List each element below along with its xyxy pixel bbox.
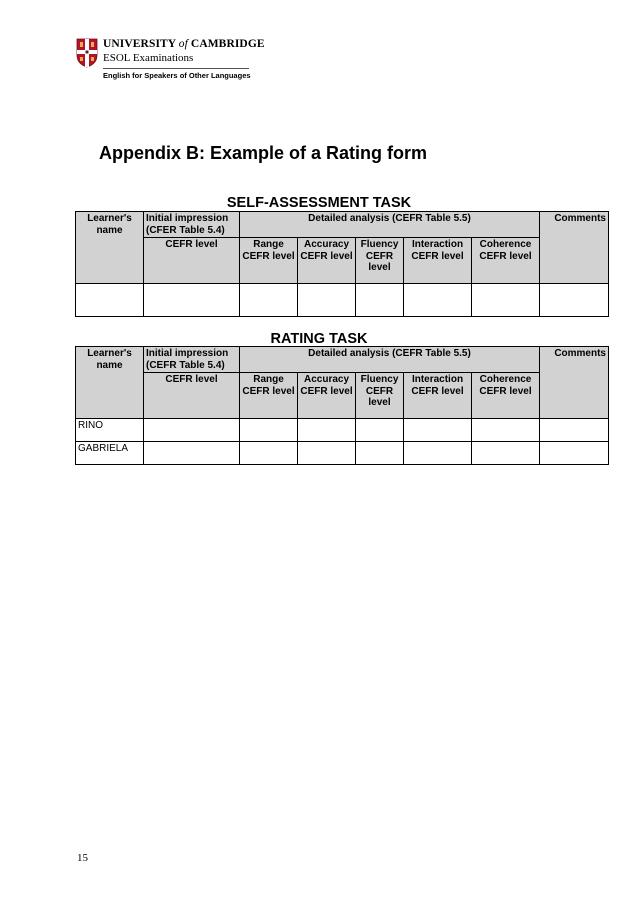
col-detailed-analysis: Detailed analysis (CEFR Table 5.5) [240, 347, 540, 373]
cell-comments[interactable] [540, 442, 609, 465]
col-learners-name: Learner's name [76, 347, 144, 419]
cell-accuracy[interactable] [298, 442, 356, 465]
cell-range[interactable] [240, 419, 298, 442]
col-initial-impression: Initial impression (CEFR Table 5.4) [144, 347, 240, 373]
cell-accuracy[interactable] [298, 284, 356, 317]
cell-coherence[interactable] [472, 442, 540, 465]
logo-esol-examinations: ESOL Examinations [103, 52, 194, 64]
table-header-row [76, 347, 609, 373]
sub-accuracy: Accuracy CEFR level [298, 373, 356, 419]
learner-name: RINO [76, 419, 144, 442]
cell-comments[interactable] [540, 284, 609, 317]
cell-interaction[interactable] [404, 284, 472, 317]
col-learners-name: Learner's name [76, 212, 144, 284]
cell-fluency[interactable] [356, 442, 404, 465]
cell-accuracy[interactable] [298, 419, 356, 442]
appendix-heading: Appendix B: Example of a Rating form [99, 143, 428, 163]
cell-range[interactable] [240, 284, 298, 317]
rating-task-title: RATING TASK [270, 331, 368, 347]
table-header-row [76, 212, 609, 238]
self-assessment-title: SELF-ASSESSMENT TASK [226, 195, 412, 211]
sub-interaction: Interaction CEFR level [404, 373, 472, 419]
col-detailed-analysis: Detailed analysis (CEFR Table 5.5) [240, 212, 540, 238]
sub-range: Range CEFR level [240, 373, 298, 419]
cambridge-esol-logo [76, 38, 265, 82]
sub-cefr-level: CEFR level [144, 373, 240, 419]
col-initial-impression: Initial impression (CFER Table 5.4) [144, 212, 240, 238]
cell-interaction[interactable] [404, 419, 472, 442]
cell-initial[interactable] [144, 442, 240, 465]
cell-coherence[interactable] [472, 284, 540, 317]
table-row [76, 419, 609, 442]
logo-tagline: English for Speakers of Other Languages [103, 71, 251, 80]
cell-fluency[interactable] [356, 419, 404, 442]
cambridge-shield-icon [76, 38, 98, 68]
sub-cefr-level: CEFR level [144, 238, 240, 284]
sub-interaction: Interaction CEFR level [404, 238, 472, 284]
table-subheader-row [76, 238, 609, 284]
cell-initial[interactable] [144, 419, 240, 442]
learner-name: GABRIELA [76, 442, 144, 465]
sub-fluency: Fluency CEFR level [356, 373, 404, 419]
col-comments: Comments [540, 212, 609, 284]
logo-divider [103, 68, 249, 69]
table-subheader-row [76, 373, 609, 419]
col-comments: Comments [540, 347, 609, 419]
sub-accuracy: Accuracy CEFR level [298, 238, 356, 284]
page-number: 15 [77, 852, 88, 864]
table-row [76, 442, 609, 465]
cell-fluency[interactable] [356, 284, 404, 317]
cell-learner[interactable] [76, 284, 144, 317]
self-assessment-table [75, 211, 609, 317]
sub-coherence: Coherence CEFR level [472, 373, 540, 419]
cell-range[interactable] [240, 442, 298, 465]
logo-university-name: UNIVERSITY of CAMBRIDGE [103, 38, 265, 50]
cell-coherence[interactable] [472, 419, 540, 442]
rating-table [75, 346, 609, 465]
cell-comments[interactable] [540, 419, 609, 442]
cell-initial[interactable] [144, 284, 240, 317]
sub-range: Range CEFR level [240, 238, 298, 284]
table-row [76, 284, 609, 317]
cell-interaction[interactable] [404, 442, 472, 465]
sub-coherence: Coherence CEFR level [472, 238, 540, 284]
sub-fluency: Fluency CEFR level [356, 238, 404, 284]
